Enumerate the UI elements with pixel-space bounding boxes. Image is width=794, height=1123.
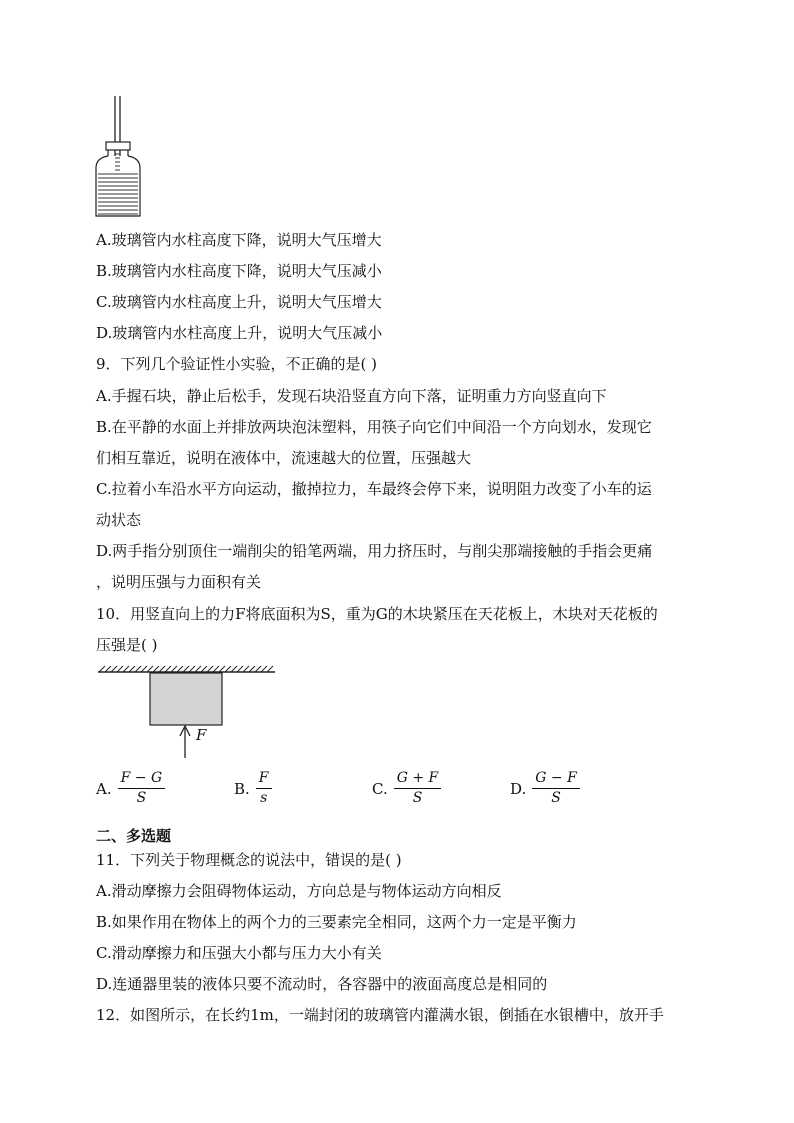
q10-option-c xyxy=(372,770,441,807)
q9-line: ，说明压强与力面积有关 xyxy=(96,573,262,591)
q8-option-b: B.玻璃管内水柱高度下降，说明大气压减小 xyxy=(96,262,382,280)
fraction-numerator: F xyxy=(256,770,272,789)
fraction-denominator: S xyxy=(551,790,561,806)
q10-option-a xyxy=(96,770,165,807)
q10-option-b xyxy=(234,770,272,807)
fraction xyxy=(394,770,442,807)
fraction-denominator: S xyxy=(412,790,423,806)
q8-option-a: A.玻璃管内水柱高度下降，说明大气压增大 xyxy=(96,231,382,249)
fraction xyxy=(532,770,580,807)
force-label: F xyxy=(196,726,207,744)
q9-line: 们相互靠近，说明在液体中，流速越大的位置，压强越大 xyxy=(96,449,472,467)
q11-option-d: D.连通器里装的液体只要不流动时，各容器中的液面高度总是相同的 xyxy=(96,975,548,993)
option-label: B. xyxy=(234,779,250,798)
q9-line: C.拉着小车沿水平方向运动，撤掉拉力，车最终会停下来，说明阻力改变了小车的运 xyxy=(96,480,652,498)
q9-line: 动状态 xyxy=(96,511,142,529)
q10-stem: 10．用竖直向上的力F将底面积为S，重为G的木块紧压在天花板上，木块对天花板的 xyxy=(96,605,658,623)
q10-option-d xyxy=(510,770,580,807)
fraction xyxy=(118,770,166,807)
q9-stem: 9．下列几个验证性小实验，不正确的是( ) xyxy=(96,355,378,373)
q9-line: D.两手指分别顶住一端削尖的铅笔两端，用力挤压时，与削尖那端接触的手指会更痛 xyxy=(96,542,653,560)
fraction-denominator: S xyxy=(136,790,147,806)
ceiling-block-figure xyxy=(96,664,278,760)
q11-option-a: A.滑动摩擦力会阻碍物体运动，方向总是与物体运动方向相反 xyxy=(96,882,502,900)
q8-option-c: C.玻璃管内水柱高度上升，说明大气压增大 xyxy=(96,293,382,311)
q12-stem: 12．如图所示，在长约1m，一端封闭的玻璃管内灌满水银，倒插在水银槽中，放开手 xyxy=(96,1006,664,1024)
fraction-numerator: F − G xyxy=(118,770,166,789)
q10-stem: 压强是( ) xyxy=(96,636,158,654)
fraction xyxy=(256,770,272,807)
q11-stem: 11．下列关于物理概念的说法中，错误的是( ) xyxy=(96,851,402,869)
q9-line: B.在平静的水面上并排放两块泡沫塑料，用筷子向它们中间沿一个方向划水，发现它 xyxy=(96,418,652,436)
fraction-numerator: G + F xyxy=(394,770,442,789)
q8-option-d: D.玻璃管内水柱高度上升，说明大气压减小 xyxy=(96,324,383,342)
q11-option-c: C.滑动摩擦力和压强大小都与压力大小有关 xyxy=(96,944,382,962)
bottle-tube-figure xyxy=(92,94,148,220)
section-heading: 二、多选题 xyxy=(96,827,172,845)
fraction-denominator: s xyxy=(260,790,268,806)
fraction-numerator: G − F xyxy=(532,770,580,789)
q9-line: A.手握石块，静止后松手，发现石块沿竖直方向下落，证明重力方向竖直向下 xyxy=(96,387,607,405)
q11-option-b: B.如果作用在物体上的两个力的三要素完全相同，这两个力一定是平衡力 xyxy=(96,913,577,931)
option-label: C. xyxy=(372,779,388,798)
option-label: D. xyxy=(510,779,527,798)
option-label: A. xyxy=(96,779,112,798)
